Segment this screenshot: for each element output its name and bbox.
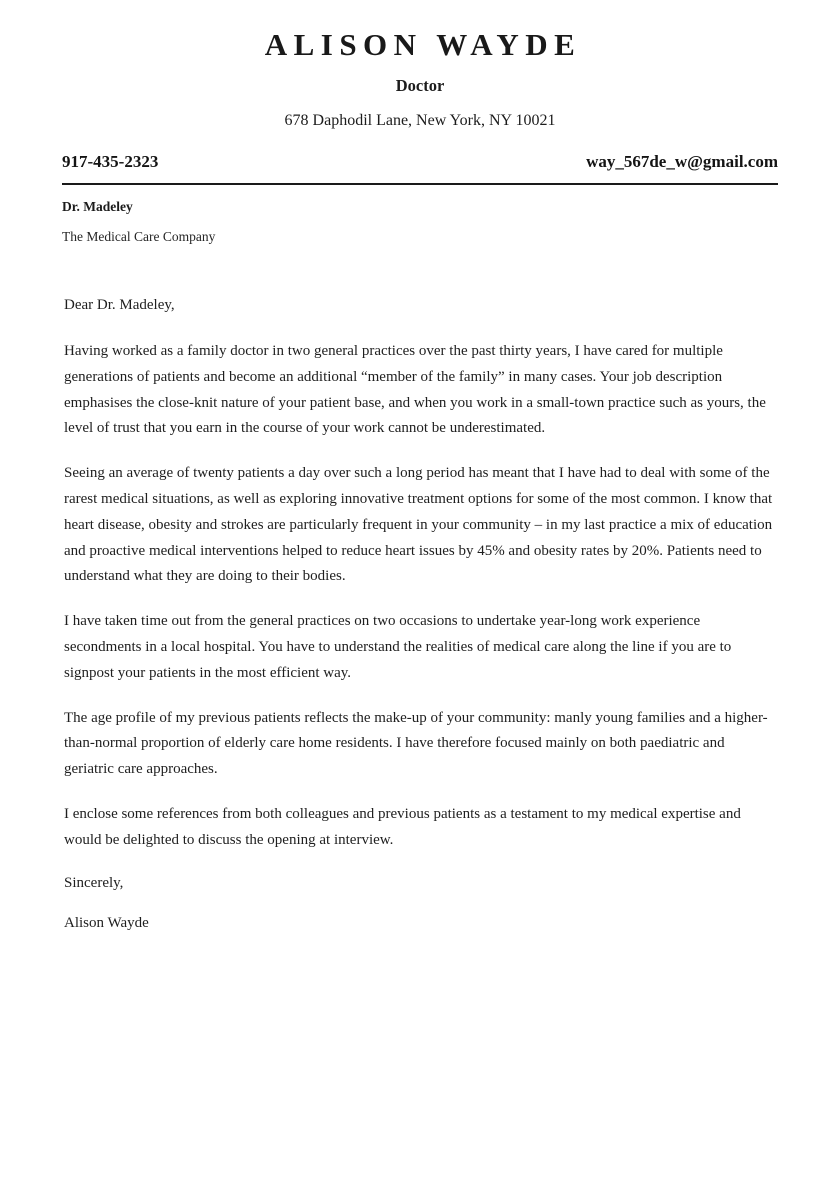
page-title: ALISON WAYDE	[264, 27, 582, 62]
body-paragraph: Having worked as a family doctor in two general practices over the past thirty years, I have cared for multiple generations of patients and become an additional “member of the family” in many cases. Your job description emphasises the close-knit nature of your patient base, and when you work in a small-town practice such as yours, the level of trust that you earn in the course of your work cannot be underestimated.	[64, 342, 766, 437]
body-paragraph: I have taken time out from the general practices on two occasions to undertake year-long work experience secondments in a local hospital. You have to understand the realities of medical care along the line if you are to signpost your patients in the most efficient way.	[64, 613, 732, 681]
letterhead	[62, 0, 778, 130]
salutation: Dear Dr. Madeley,	[64, 297, 175, 314]
header-divider	[62, 183, 778, 185]
contact-row	[62, 152, 778, 172]
signature-name: Alison Wayde	[64, 915, 149, 932]
contact-email: way_567de_w@gmail.com	[586, 151, 778, 171]
recipient-block	[62, 198, 778, 245]
body-paragraph: The age profile of my previous patients reflects the make-up of your community: manly young families and a higher-than-normal proportion of elderly care home residents. I have therefore focused mainly on both paediatric and geriatric care approaches.	[64, 709, 768, 778]
contact-phone: 917-435-2323	[62, 151, 159, 171]
closing-salutation: Sincerely,	[64, 874, 124, 891]
candidate-address: 678 Daphodil Lane, New York, NY 10021	[284, 111, 556, 129]
recipient-company: The Medical Care Company	[62, 228, 216, 244]
body-paragraph: Seeing an average of twenty patients a day over such a long period has meant that I have had to deal with some of the rarest medical situations, as well as exploring innovative treatment options for some of the most common. I know that heart disease, obesity and strokes are particularly frequent in your community – in my last practice a mix of education and proactive medical interventions helped to reduce heart issues by 45% and obesity rates by 20%. Patients need to understand what they are doing to their bodies.	[64, 465, 773, 585]
body-paragraph: I enclose some references from both colleagues and previous patients as a testament to my medical expertise and would be delighted to discuss the opening at interview.	[64, 805, 741, 848]
recipient-name: Dr. Madeley	[62, 199, 133, 215]
letter-body	[62, 295, 778, 935]
candidate-job-title: Doctor	[395, 75, 445, 95]
